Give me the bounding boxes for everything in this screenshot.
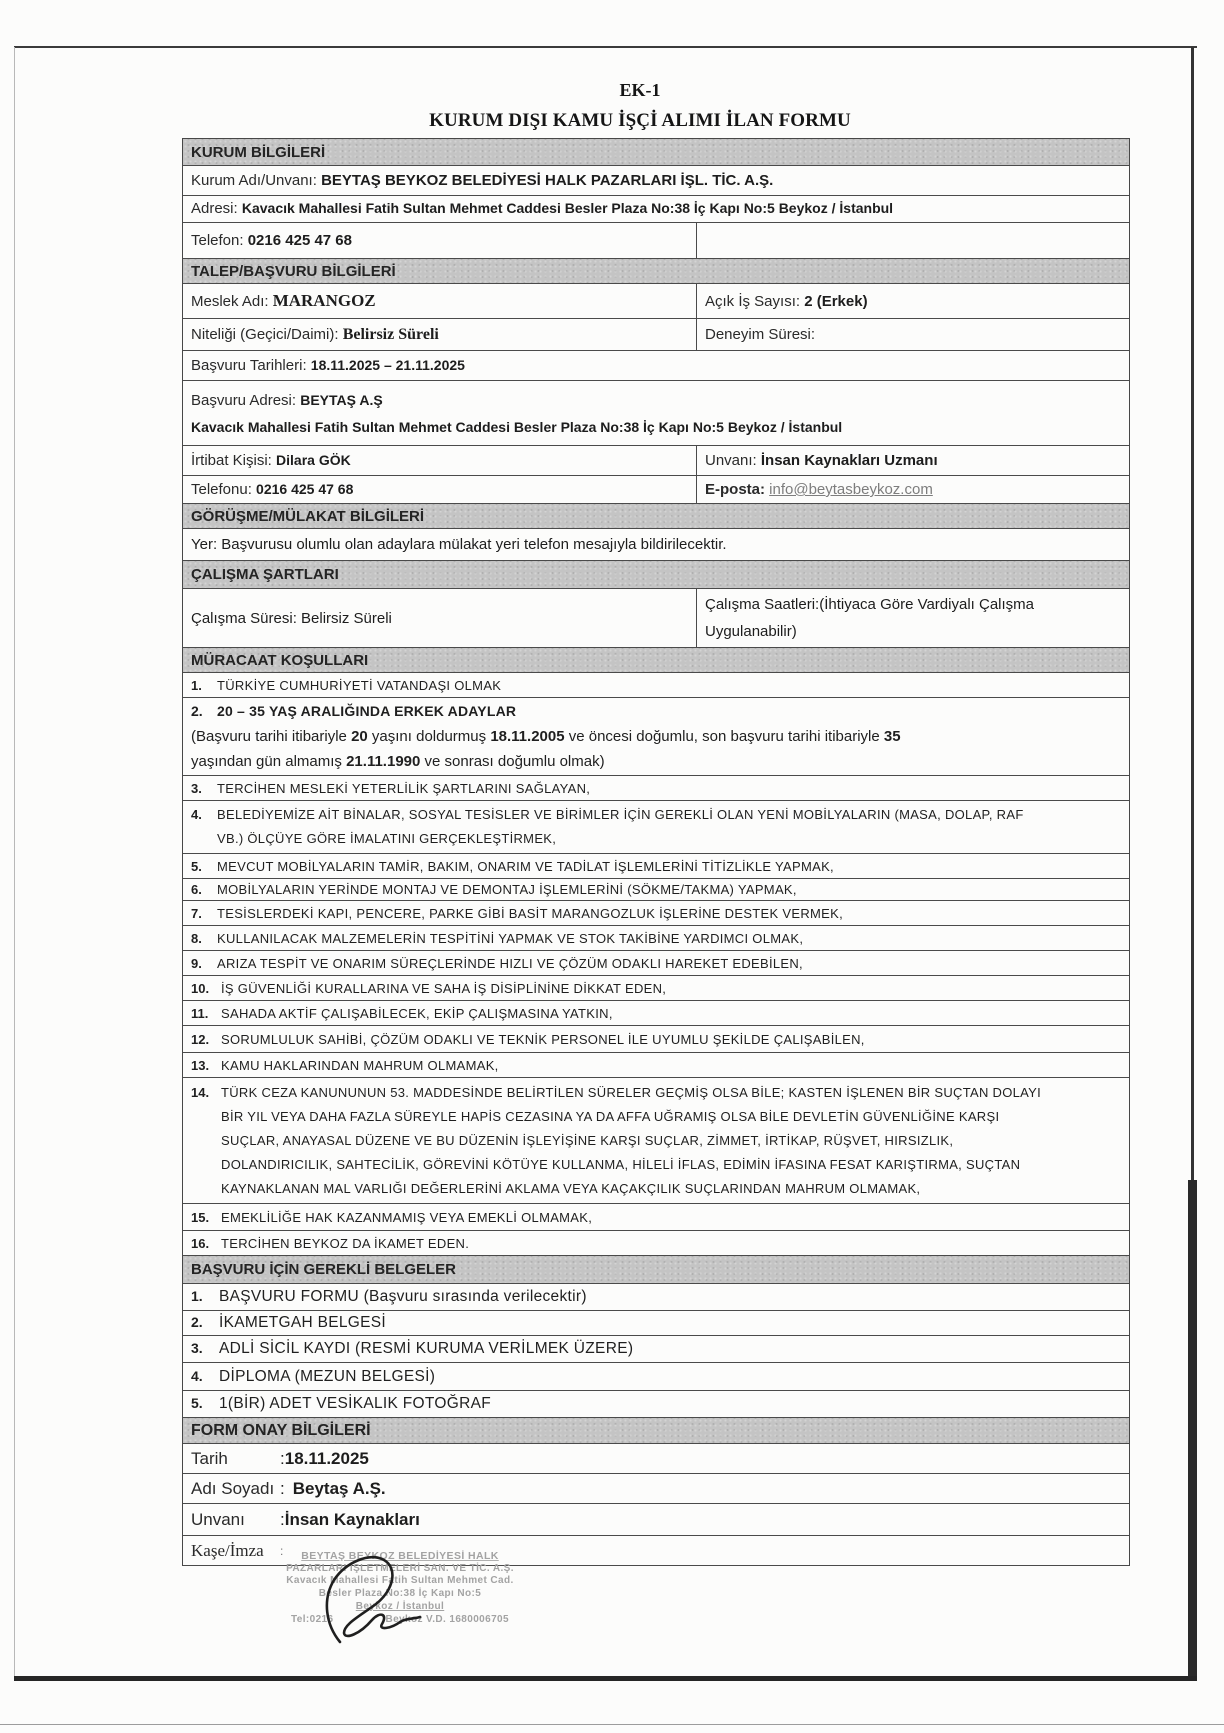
requirement-content xyxy=(183,951,1129,975)
item-text: ARIZA TESPİT VE ONARIM SÜREÇLERİNDE HIZLI VE ÇÖZÜM ODAKLI HAREKET EDEBİLEN, xyxy=(217,955,803,971)
item-text: SORUMLULUK SAHİBİ, ÇÖZÜM ODAKLI VE TEKNİK PERSONEL İLE UYUMLU ŞEKİLDE ÇALIŞABİLEN, xyxy=(221,1031,865,1047)
requirement-item xyxy=(183,951,1129,976)
section-title: MÜRACAAT KOŞULLARI xyxy=(191,651,369,669)
stamp-line xyxy=(260,1614,540,1627)
stamp-line: BEYTAŞ BEYKOZ BELEDİYESİ HALK xyxy=(301,1550,499,1562)
item-number: 4. xyxy=(191,1367,203,1384)
application-address-row xyxy=(183,381,1129,446)
section-header-requirements xyxy=(183,648,1129,673)
item-number: 6. xyxy=(191,882,202,897)
institution-name-value: BEYTAŞ BEYKOZ BELEDİYESİ HALK PAZARLARI İŞL. TİC. A.Ş. xyxy=(321,172,774,189)
application-address-value: BEYTAŞ A.Ş xyxy=(300,391,383,408)
item-number: 7. xyxy=(191,905,202,921)
approval-name-value: Beytaş A.Ş. xyxy=(292,1478,386,1498)
note-value: 20 xyxy=(351,728,368,745)
note-value: 18.11.2005 xyxy=(490,728,565,745)
requirement-item xyxy=(183,776,1129,801)
separator: : xyxy=(280,1543,284,1558)
item-text: KULLANILACAK MALZEMELERİN TESPİTİNİ YAPMAK VE STOK TAKİBİNE YARDIMCI OLMAK, xyxy=(217,930,804,946)
page-frame-left-border xyxy=(14,47,15,1679)
item-text: MEVCUT MOBİLYALARIN TAMİR, BAKIM, ONARIM VE TADİLAT İŞLEMLERİNİ TİTİZLİKLE YAPMAK, xyxy=(217,858,834,874)
item-text: TESİSLERDEKİ KAPI, PENCERE, PARKE GİBİ BASİT MARANGOZLUK İŞLERİNE DESTEK VERMEK, xyxy=(217,905,844,921)
document-title: KURUM DIŞI KAMU İŞÇİ ALIMI İLAN FORMU xyxy=(429,110,851,131)
institution-name-row xyxy=(183,166,1129,196)
job-posting-form xyxy=(182,138,1130,1566)
page-frame-top-border xyxy=(14,46,1197,48)
item-text: ADLİ SİCİL KAYDI (RESMİ KURUMA VERİLMEK ÜZERE) xyxy=(219,1340,634,1357)
item-text: İKAMETGAH BELGESİ xyxy=(219,1314,387,1331)
approval-title-cell xyxy=(183,1504,1129,1535)
item-number: 2. xyxy=(191,703,203,719)
requirement-item xyxy=(183,1001,1129,1026)
application-dates-row xyxy=(183,351,1129,381)
section-header-form-approval xyxy=(183,1418,1129,1444)
item-number: 10. xyxy=(191,980,210,996)
item-number: 8. xyxy=(191,930,202,946)
occupation-cell xyxy=(183,284,696,318)
institution-phone-value: 0216 425 47 68 xyxy=(247,232,352,249)
item-text: DOLANDIRICILIK, SAHTECİLİK, GÖREVİNİ KÖTÜYE KULLANMA, HİLELİ İFLAS, EDİMİN İFASINA FESAT KARIŞTIRMA, SUÇTAN xyxy=(221,1156,1021,1172)
application-address-cell xyxy=(183,381,1129,445)
section-title: KURUM BİLGİLERİ xyxy=(191,143,326,161)
requirement-item xyxy=(183,698,1129,776)
requirement-content xyxy=(183,698,1129,775)
field-label: Telefon: xyxy=(191,232,248,249)
stamp-line: Kavacık Mahallesi Fatih Sultan Mehmet Cad. xyxy=(286,1575,514,1587)
separator: : xyxy=(280,1478,285,1498)
working-conditions-row xyxy=(183,589,1129,648)
field-label: Meslek Adı: xyxy=(191,293,273,310)
document-content xyxy=(183,1336,1129,1362)
requirement-item xyxy=(183,1078,1129,1204)
stamp-line: PAZARLARI İŞLETMELERİ SAN. VE TİC. A.Ş. xyxy=(286,1562,514,1574)
field-label: İrtibat Kişisi: xyxy=(191,452,277,469)
employment-type-value: Belirsiz Süreli xyxy=(342,325,439,343)
section-title: ÇALIŞMA ŞARTLARI xyxy=(191,566,339,583)
document-content xyxy=(183,1311,1129,1335)
field-label: Unvanı: xyxy=(705,452,761,469)
item-number: 3. xyxy=(191,780,202,796)
item-text: TERCİHEN BEYKOZ DA İKAMET EDEN. xyxy=(221,1235,470,1251)
requirement-content xyxy=(183,879,1129,900)
note-text: ve öncesi doğumlu, son başvuru tarihi itibariyle xyxy=(564,728,884,745)
section-title: BAŞVURU İÇİN GEREKLİ BELGELER xyxy=(191,1261,457,1278)
institution-address-value: Kavacık Mahallesi Fatih Sultan Mehmet Caddesi Besler Plaza No:38 İç Kapı No:5 Beykoz / İstanbul xyxy=(241,200,894,216)
item-number: 3. xyxy=(191,1340,203,1356)
requirement-item xyxy=(183,1026,1129,1053)
requirement-content xyxy=(183,1231,1129,1255)
note-text: yaşını doldurmuş xyxy=(367,728,491,745)
item-number: 2. xyxy=(191,1314,203,1330)
section-header-working-conditions xyxy=(183,561,1129,589)
section-title: TALEP/BAŞVURU BİLGİLERİ xyxy=(191,262,396,280)
page-frame-bottom-border xyxy=(14,1676,1197,1681)
field-label: Tarih xyxy=(191,1448,228,1468)
working-hours-text: Çalışma Saatleri:(İhtiyaca Göre Vardiyalı Çalışma Uygulanabilir) xyxy=(696,589,1129,647)
note-text: yaşından gün almamış xyxy=(191,753,347,770)
application-dates-cell xyxy=(183,351,1129,380)
page-edge-line xyxy=(0,1724,1224,1725)
item-number: 4. xyxy=(191,807,202,822)
contact-email-link: info@beytasbeykoz.com xyxy=(769,481,933,498)
section-header-interview xyxy=(183,504,1129,529)
contact-phone-value: 0216 425 47 68 xyxy=(256,481,354,497)
stamp-phone: Tel:0216 xyxy=(290,1613,334,1625)
section-header-institution xyxy=(183,139,1129,166)
approval-date-value: 18.11.2025 xyxy=(284,1448,369,1468)
approval-date-cell xyxy=(183,1444,1129,1473)
document-item xyxy=(183,1363,1129,1391)
requirement-content xyxy=(183,801,1129,853)
contact-title-cell xyxy=(696,446,1129,475)
item-text: SAHADA AKTİF ÇALIŞABİLECEK, EKİP ÇALIŞMASINA YATKIN, xyxy=(221,1005,613,1021)
section-title: FORM ONAY BİLGİLERİ xyxy=(191,1421,371,1439)
experience-cell xyxy=(696,319,1129,350)
contact-person-row xyxy=(183,446,1129,476)
document-content xyxy=(183,1363,1129,1390)
employment-type-cell xyxy=(183,319,696,350)
occupation-row xyxy=(183,284,1129,319)
contact-person-value: Dilara GÖK xyxy=(276,452,351,468)
item-number: 14. xyxy=(191,1084,210,1100)
field-label: E-posta: xyxy=(705,481,770,498)
open-positions-cell xyxy=(696,284,1129,318)
institution-address-cell xyxy=(183,196,1129,222)
section-header-required-documents xyxy=(183,1256,1129,1284)
document-item xyxy=(183,1391,1129,1418)
contact-phone-row xyxy=(183,476,1129,504)
working-duration-text: Çalışma Süresi: Belirsiz Süreli xyxy=(191,609,392,627)
item-number: 5. xyxy=(191,1395,203,1411)
item-text: KAYNAKLANAN MAL VARLIĞI DEĞERLERİNİ AKLAMA VEYA KAÇAKÇILIK SUÇLARINDAN MAHRUM OLMAMAK, xyxy=(221,1180,921,1196)
item-text: DİPLOMA (MEZUN BELGESİ) xyxy=(219,1367,436,1385)
item-number: 11. xyxy=(191,1005,209,1021)
requirement-item xyxy=(183,926,1129,951)
institution-phone-cell xyxy=(183,223,696,258)
empty-cell xyxy=(696,223,1129,258)
item-number: 16. xyxy=(191,1235,210,1251)
interview-location-row xyxy=(183,529,1129,561)
requirement-content xyxy=(183,854,1129,878)
company-stamp xyxy=(260,1550,540,1626)
stamp-line: Beykoz / İstanbul xyxy=(355,1600,445,1612)
document-item xyxy=(183,1336,1129,1363)
requirement-content xyxy=(183,976,1129,1000)
requirement-item xyxy=(183,976,1129,1001)
field-label: Başvuru Adresi: xyxy=(191,391,301,409)
requirement-content xyxy=(183,901,1129,925)
field-label: Deneyim Süresi: xyxy=(705,326,816,343)
field-label: Niteliği (Geçici/Daimi): xyxy=(191,325,343,343)
requirement-content xyxy=(183,926,1129,950)
item-text: MOBİLYALARIN YERİNDE MONTAJ VE DEMONTAJ İŞLEMLERİNİ (SÖKME/TAKMA) YAPMAK, xyxy=(217,882,797,897)
item-number: 1. xyxy=(191,1288,203,1304)
document-content xyxy=(183,1391,1129,1417)
document-item xyxy=(183,1284,1129,1311)
requirement-item xyxy=(183,801,1129,854)
separator: : xyxy=(280,1448,285,1468)
item-number: 13. xyxy=(191,1057,210,1073)
requirement-item xyxy=(183,854,1129,879)
item-text: BELEDİYEMİZE AİT BİNALAR, SOSYAL TESİSLER VE BİRİMLER İÇİN GEREKLİ OLAN YENİ MOBİLYALARIN (MASA, DOLAP, RAF xyxy=(217,807,1024,822)
item-text: BAŞVURU FORMU (Başvuru sırasında verilecektir) xyxy=(219,1288,587,1305)
requirement-item xyxy=(183,879,1129,901)
requirement-item xyxy=(183,673,1129,698)
document-item xyxy=(183,1311,1129,1336)
note-value: 35 xyxy=(883,728,901,745)
item-text: VB.) ÖLÇÜYE GÖRE İMALATINI GERÇEKLEŞTİRMEK, xyxy=(217,831,557,846)
requirement-item xyxy=(183,1053,1129,1078)
item-text: TÜRKİYE CUMHURİYETİ VATANDAŞI OLMAK xyxy=(217,677,502,693)
field-label: Telefonu: xyxy=(191,481,257,498)
approval-name-cell xyxy=(183,1474,1129,1503)
requirement-content xyxy=(183,1078,1129,1203)
item-number: 15. xyxy=(191,1209,210,1225)
note-text: ve sonrası doğumlu olmak) xyxy=(420,753,605,770)
approval-title-value: İnsan Kaynakları xyxy=(284,1509,420,1529)
note-value: 21.11.1990 xyxy=(346,753,421,770)
requirement-item xyxy=(183,1231,1129,1256)
age-note-line xyxy=(191,749,1129,774)
page-frame-right-shadow xyxy=(1188,1180,1197,1681)
field-label: Kaşe/İmza xyxy=(191,1540,264,1560)
item-text: SUÇLAR, ANAYASAL DÜZENE VE BU DÜZENİN İŞLEYİŞİNE KARŞI SUÇLAR, ZİMMET, İRTİKAP, RÜŞVET, HIRSIZLIK, xyxy=(221,1132,954,1148)
item-number: 1. xyxy=(191,677,202,693)
contact-person-cell xyxy=(183,446,696,475)
field-label: Unvanı xyxy=(191,1509,245,1529)
stamp-tax-office: Beykoz V.D. 1680006705 xyxy=(385,1613,509,1625)
item-text: 20 – 35 YAŞ ARALIĞINDA ERKEK ADAYLAR xyxy=(217,703,517,719)
employment-type-row xyxy=(183,319,1129,351)
note-text: (Başvuru tarihi itibariyle xyxy=(191,728,352,745)
approval-date-row xyxy=(183,1444,1129,1474)
document-content xyxy=(183,1284,1129,1310)
field-label: Adresi: xyxy=(191,200,242,217)
interview-location-text: Yer: Başvurusu olumlu olan adaylara mülakat yeri telefon mesajıyla bildirilecektir. xyxy=(191,536,727,553)
separator: : xyxy=(280,1509,285,1529)
field-label: Açık İş Sayısı: xyxy=(705,292,805,310)
approval-title-row xyxy=(183,1504,1129,1536)
approval-name-row xyxy=(183,1474,1129,1504)
institution-address-row xyxy=(183,196,1129,223)
field-label: Kurum Adı/Unvanı: xyxy=(191,172,322,189)
item-text: TERCİHEN MESLEKİ YETERLİLİK ŞARTLARINI SAĞLAYAN, xyxy=(217,780,591,796)
item-number: 5. xyxy=(191,858,202,874)
item-text: EMEKLİLİĞE HAK KAZANMAMIŞ VEYA EMEKLİ OLMAMAK, xyxy=(221,1209,593,1225)
section-header-application xyxy=(183,259,1129,284)
age-note-line xyxy=(191,724,1129,749)
requirement-content xyxy=(183,1026,1129,1052)
occupation-value: MARANGOZ xyxy=(272,291,376,310)
application-dates-value: 18.11.2025 – 21.11.2025 xyxy=(310,357,465,373)
item-number: 12. xyxy=(191,1031,210,1047)
item-text: BİR YIL VEYA DAHA FAZLA SÜREYLE HAPİS CEZASINA YA DA AFFA UĞRAMIŞ OLSA BİLE DEVLETİN GÜVENLİĞİNE KARŞI xyxy=(221,1108,1000,1124)
contact-phone-cell xyxy=(183,476,696,503)
requirement-content xyxy=(183,673,1129,697)
open-positions-value: 2 (Erkek) xyxy=(804,292,868,310)
requirement-content xyxy=(183,1001,1129,1025)
institution-name-cell xyxy=(183,166,1129,195)
requirement-content xyxy=(183,1053,1129,1077)
section-title: GÖRÜŞME/MÜLAKAT BİLGİLERİ xyxy=(191,507,425,525)
requirement-item xyxy=(183,1204,1129,1231)
contact-email-cell xyxy=(696,476,1129,503)
contact-title-value: İnsan Kaynakları Uzmanı xyxy=(760,452,938,469)
field-label: Başvuru Tarihleri: xyxy=(191,357,311,374)
stamp-line: Besler Plaza No:38 İç Kapı No:5 xyxy=(318,1588,482,1600)
annex-label: EK-1 xyxy=(619,80,661,100)
item-text: 1(BİR) ADET VESİKALIK FOTOĞRAF xyxy=(219,1395,491,1412)
requirement-content xyxy=(183,776,1129,800)
item-text: KAMU HAKLARINDAN MAHRUM OLMAMAK, xyxy=(221,1057,499,1073)
application-address-line: Kavacık Mahallesi Fatih Sultan Mehmet Caddesi Besler Plaza No:38 İç Kapı No:5 Beykoz / İstanbul xyxy=(191,418,843,435)
item-number: 9. xyxy=(191,955,202,971)
institution-phone-row xyxy=(183,223,1129,259)
requirement-content xyxy=(183,1204,1129,1230)
item-text: TÜRK CEZA KANUNUNUN 53. MADDESİNDE BELİRTİLEN SÜRELER GEÇMİŞ OLSA BİLE; KASTEN İŞLENEN BİR SUÇTAN DOLAYI xyxy=(221,1084,1042,1100)
requirement-item xyxy=(183,901,1129,926)
field-label: Adı Soyadı xyxy=(191,1478,275,1498)
item-text: İŞ GÜVENLİĞİ KURALLARINA VE SAHA İŞ DİSİPLİNİNE DİKKAT EDEN, xyxy=(221,980,667,996)
